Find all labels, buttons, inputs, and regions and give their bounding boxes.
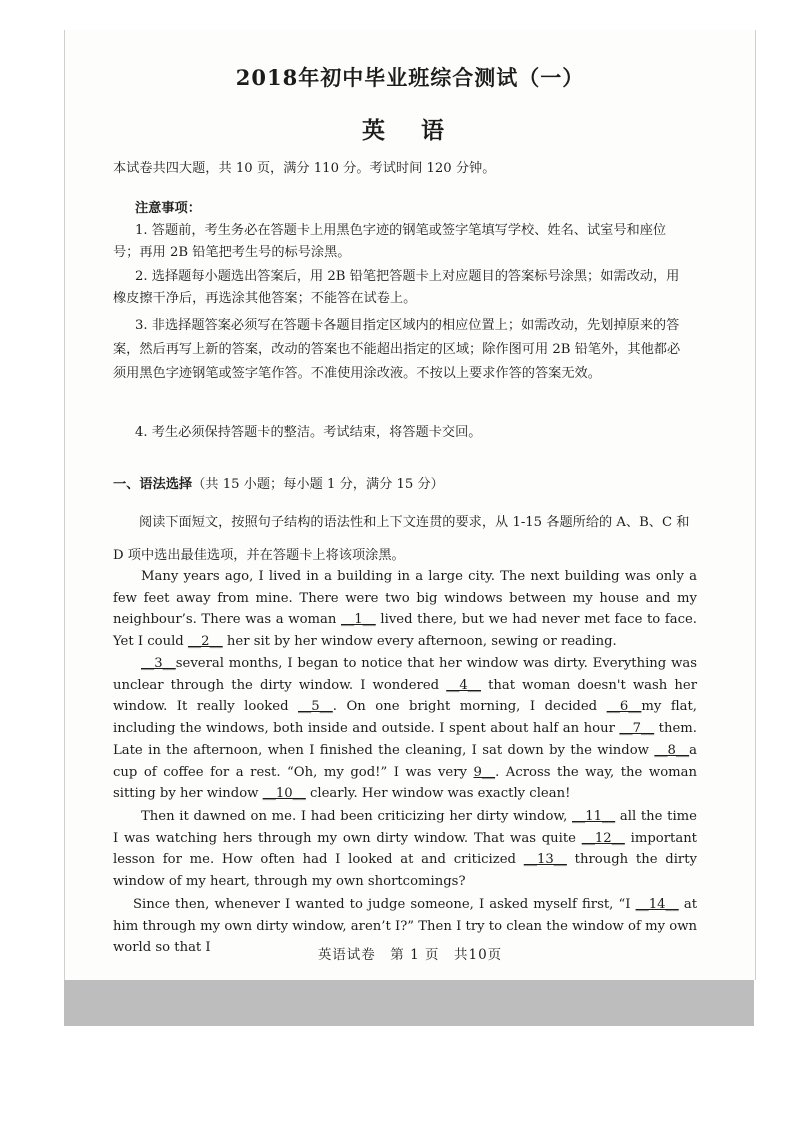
- note-item-4: 4. 考生必须保持答题卡的整洁。考试结束，将答题卡交回。: [135, 425, 482, 440]
- passage-text: a cup of coffee for a rest. “Oh, my god!” I was very: [113, 742, 697, 780]
- exam-page: [64, 30, 756, 980]
- blank-1: __1__: [341, 612, 376, 628]
- blank-9: 9__: [473, 764, 496, 780]
- passage-text: . Across the way, the woman sitting by her window: [113, 764, 697, 802]
- section1-instruction: 阅读下面短文，按照句子结构的语法性和上下文连贯的要求，从 1-15 各题所给的 A、B、C 和 D 项中选出最佳选项，并在答题卡上将该项涂黑。: [113, 515, 690, 563]
- passage-text: lived there, but we had never met face to face. Yet I could: [113, 612, 698, 650]
- section1-heading: 一、语法选择: [113, 477, 193, 492]
- exam-subject: 英 语: [361, 117, 458, 144]
- exam-title: 2018年初中毕业班综合测试（一）: [235, 65, 585, 90]
- section1-heading-note: （共 15 小题；每小题 1 分，满分 15 分）: [192, 477, 444, 492]
- passage-text: all the time I was watching hers through my own dirty window. That was quite: [113, 809, 697, 846]
- passage-text: through the dirty window of my heart, through my own shortcomings?: [113, 852, 697, 890]
- blank-4: __4__: [446, 677, 481, 693]
- blank-12: __12__: [581, 830, 625, 846]
- passage-paragraph-3: [113, 806, 697, 893]
- passage-text: . On one bright morning, I decided: [332, 699, 607, 715]
- blank-14: __14__: [635, 897, 679, 912]
- blank-8: __8__: [654, 742, 690, 758]
- exam-intro: 本试卷共四大题，共 10 页，满分 110 分。考试时间 120 分钟。: [113, 161, 496, 176]
- passage-text: Since then, whenever I wanted to judge someone, I asked myself first, “I: [133, 897, 636, 912]
- passage-text: that woman doesn't wash her window. It really looked: [113, 677, 697, 715]
- passage-paragraph-2: [113, 653, 697, 805]
- passage-text: my flat, including the windows, both inside and outside. I spent about half an hour: [113, 699, 698, 737]
- passage-text: Many years ago, I lived in a building in a large city. The next building was only a few feet away from mine. There were two big windows between my house and my neighbour’s. There was a woman: [113, 569, 697, 628]
- passage-text: at him through my own dirty window, aren’t I?” Then I try to clean the window of my own world so that I: [113, 897, 697, 956]
- passage-text: several months, I began to notice that her window was dirty. Everything was unclear through the dirty window. I wondered: [113, 656, 697, 693]
- page-background: [64, 30, 754, 1026]
- page-footer: 英语试卷 第 1 页 共10页: [317, 947, 503, 963]
- blank-10: __10__: [262, 786, 306, 802]
- note-item-3: 3. 非选择题答案必须写在答题卡各题目指定区域内的相应位置上；如需改动，先划掉原来的答案，然后再写上新的答案，改动的答案也不能超出指定的区域；除作图可用 2B 铅笔外，其他都必须用黑色字迹钢笔或签字笔作答。不准使用涂改液。不按以上要求作答的答案无效。: [113, 318, 681, 381]
- passage-paragraph-1: [113, 566, 697, 653]
- blank-13: __13__: [523, 852, 567, 868]
- blank-11: __11__: [572, 809, 616, 824]
- note-item-2: 2. 选择题每小题选出答案后，用 2B 铅笔把答题卡上对应题目的答案标号涂黑；如需改动，用橡皮擦干净后，再选涂其他答案；不能答在试卷上。: [113, 269, 680, 306]
- note-item-1: 1. 答题前，考生务必在答题卡上用黑色字迹的钢笔或签字笔填写学校、姓名、试室号和座位号；再用 2B 铅笔把考生号的标号涂黑。: [113, 223, 667, 260]
- passage-text: Then it dawned on me. I had been criticizing her dirty window,: [141, 809, 573, 824]
- passage-text: important lesson for me. How often had I looked at and criticized: [113, 830, 697, 868]
- blank-3: __3__: [141, 656, 176, 671]
- passage-text: clearly. Her window was exactly clean!: [305, 786, 571, 802]
- blank-5: __5__: [298, 699, 333, 715]
- section1-header: [113, 474, 713, 496]
- passage-text: them. Late in the afternoon, when I finished the cleaning, I sat down by the window: [113, 721, 697, 758]
- passage-text: her sit by her window every afternoon, sewing or reading.: [222, 634, 617, 650]
- blank-2: __2__: [187, 634, 223, 650]
- blank-7: __7__: [619, 721, 655, 737]
- notes-heading: 注意事项：: [135, 201, 201, 216]
- blank-6: __6__: [606, 699, 642, 715]
